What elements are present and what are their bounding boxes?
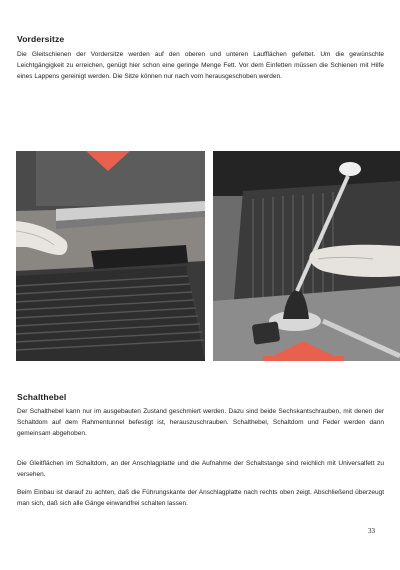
photo-gear-lever xyxy=(213,151,400,361)
paragraph-schalthebel-2: Die Gleitflächen im Schaltdom, an der Anschlagplatte und die Aufnahme der Schaltstange sind reichlich mit Universalfett zu versehen. xyxy=(17,460,384,478)
paragraph-schalthebel-1: Der Schalthebel kann nur im ausgebauten Zustand geschmiert werden. Dazu sind beide Sechskantschrauben, mit denen der Schaltdom auf dem Rahmentunnel befestigt ist, herauszuschrauben. Schalthebel, Schaltdom und Feder werden dann gemeinsam abgehoben. xyxy=(17,408,384,437)
photo-seat-rails xyxy=(16,151,205,361)
paragraph-vordersitze: Die Gleitschienen der Vordersitze werden auf den oberen und unteren Laufflächen gefettet. Um die gewünschte Leichtgängigkeit zu erreichen, genügt hier schon eine geringe Menge Fett. Vor dem Einfetten müssen die Schienen mit Hilfe eines Lappens gereinigt werden. Die Sitze können nur nach vorn herausgeschoben werden. xyxy=(17,51,384,80)
section-heading-vordersitze: Vordersitze xyxy=(17,34,65,44)
paragraph-schalthebel-3: Beim Einbau ist darauf zu achten, daß die Führungskante der Anschlagplatte nach rechts oben zeigt. Abschließend überzeugt man sich, daß sich alle Gänge einwandfrei schalten lassen. xyxy=(17,489,384,507)
page-number: 33 xyxy=(368,527,375,535)
section-heading-schalthebel: Schalthebel xyxy=(17,392,67,402)
